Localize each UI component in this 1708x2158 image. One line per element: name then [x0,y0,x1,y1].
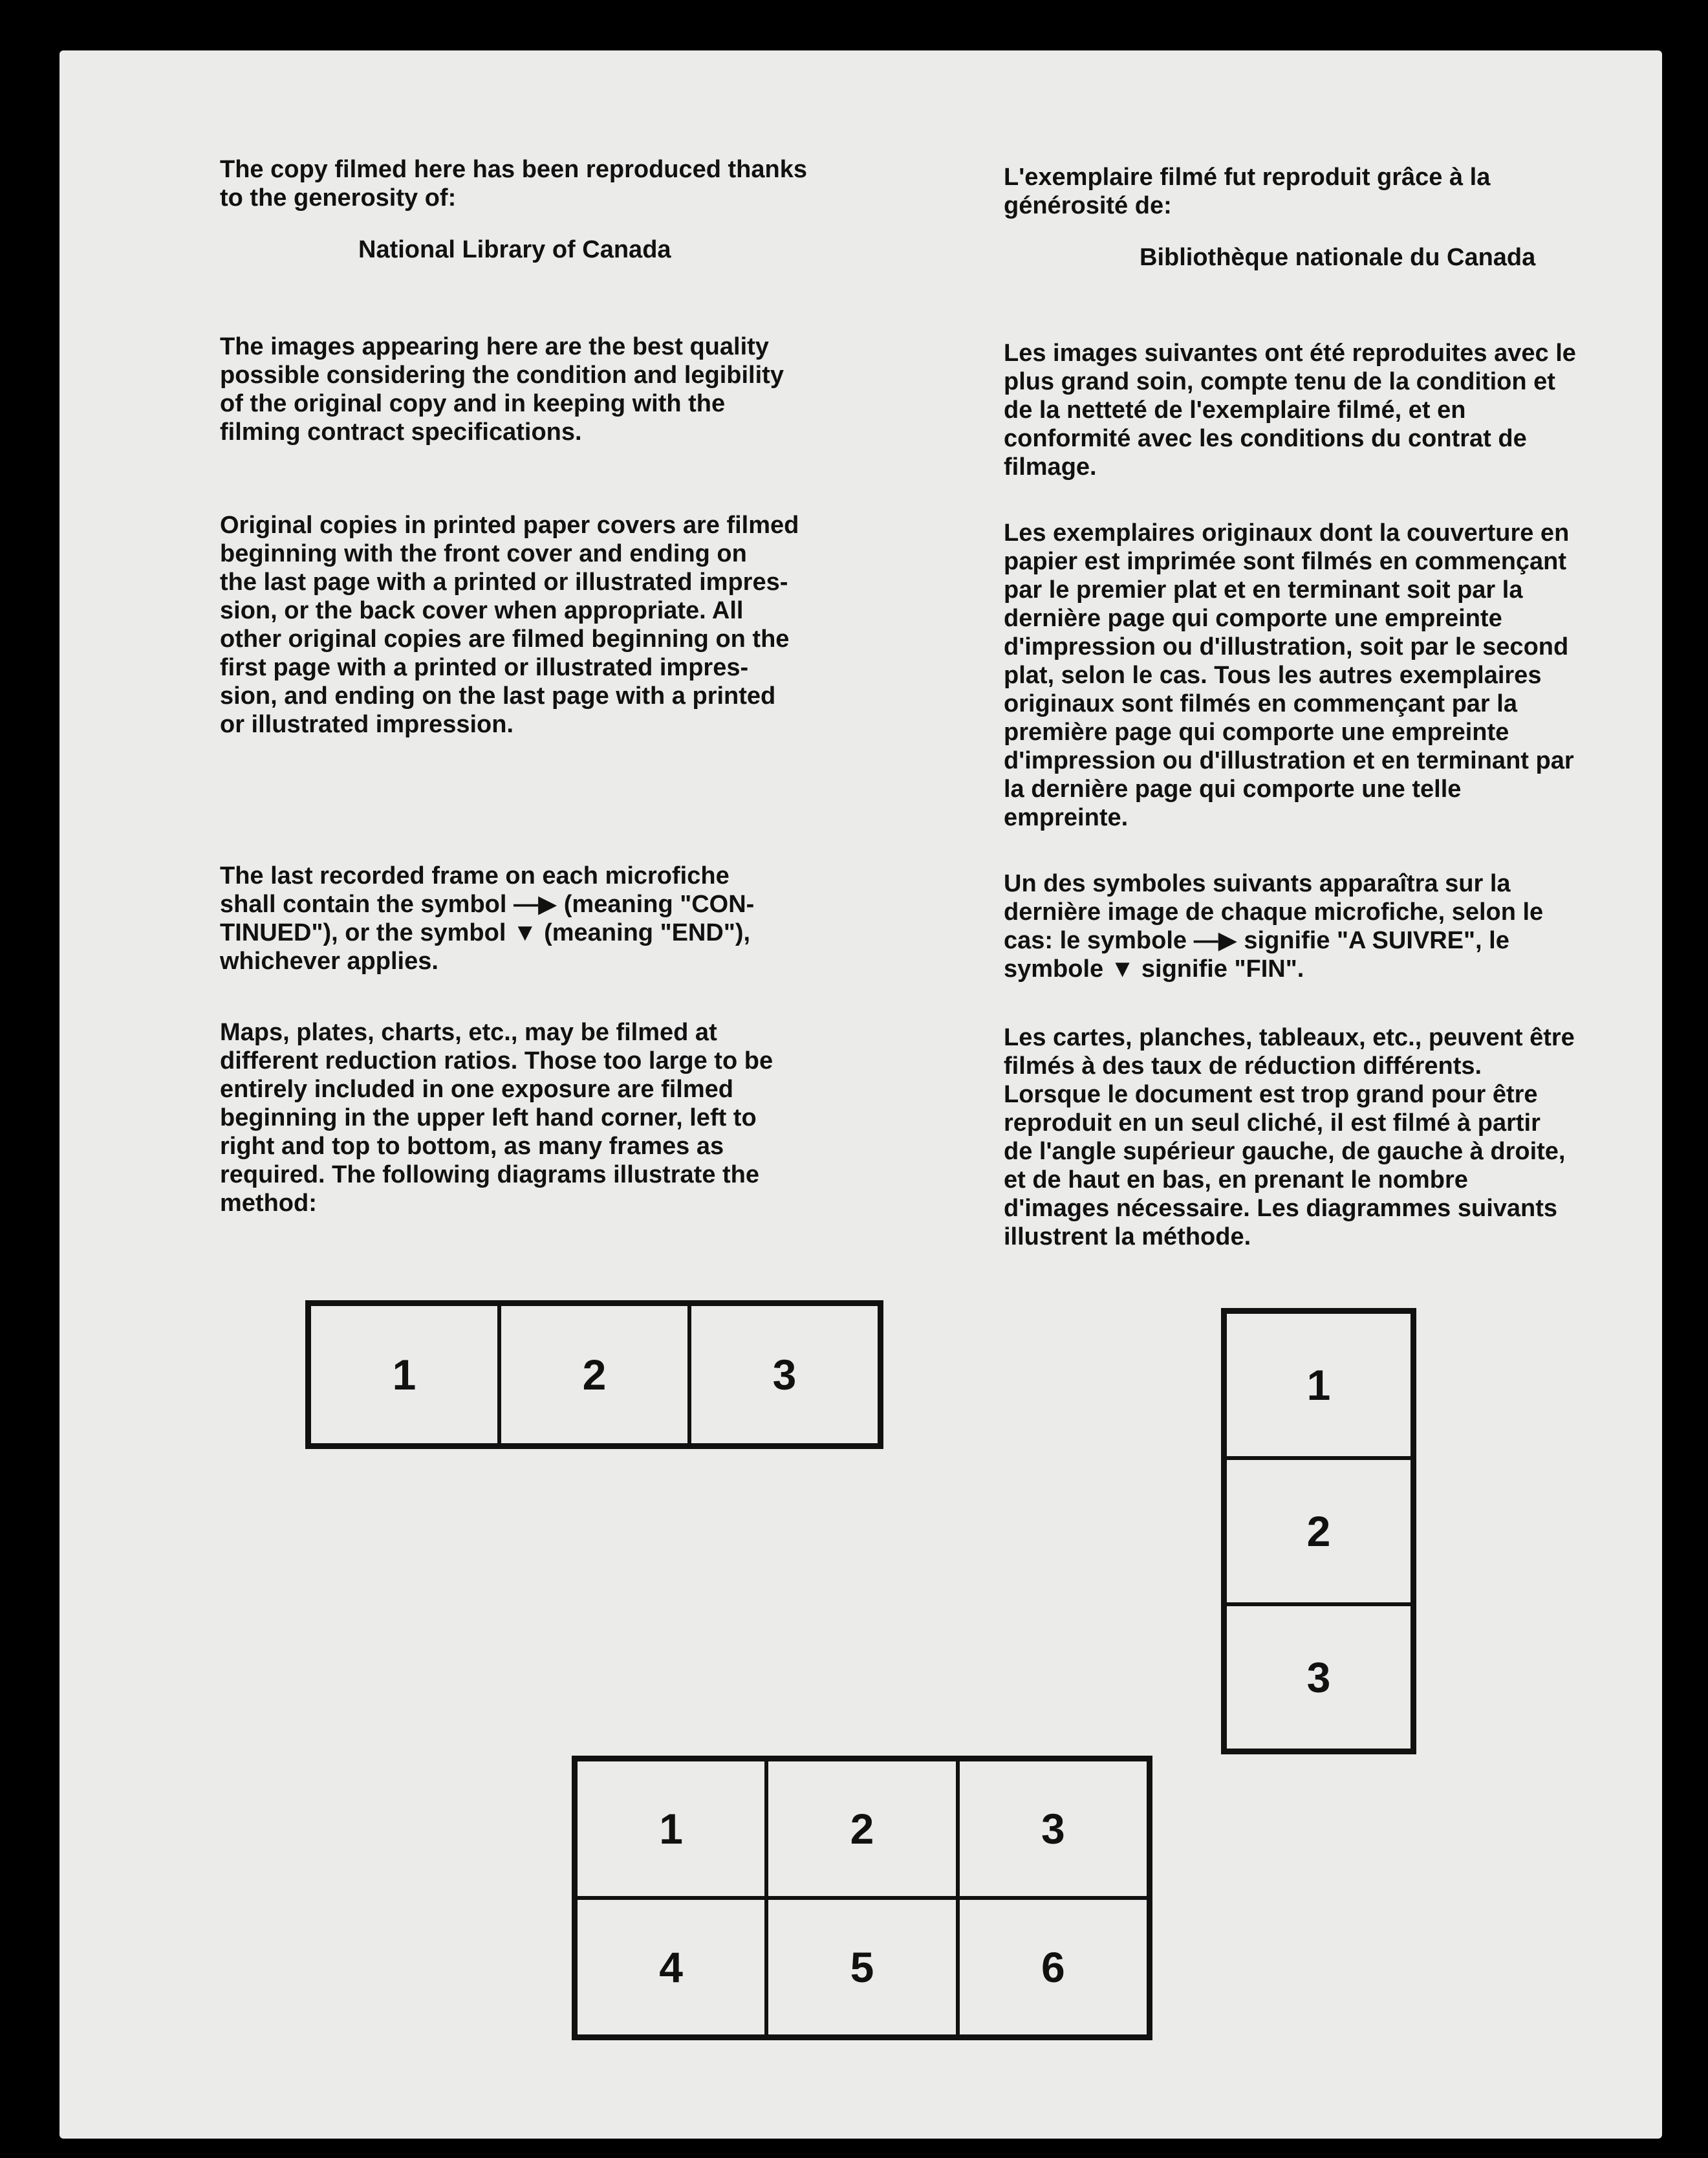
right-paragraph-maps: Les cartes, planches, tableaux, etc., peuvent être filmés à des taux de réduction différents. Lorsque le document est trop grand pour être reproduit en un seul cliché, il est filmé à partir de l'angle supérieur gauche, de gauche à droite, et de haut en bas, en prenant le nombre d'images nécessaire. Les diagrammes suivants illustrent la méthode. [1004,1024,1575,1250]
left-paragraph-maps: Maps, plates, charts, etc., may be filmed at different reduction ratios. Those too large to be entirely included in one exposure are filmed beginning in the upper left hand corner, left to right and top to bottom, as many frames as required. The following diagrams illustrate the method: [220,1019,773,1217]
frame-cell: 2 [499,1304,689,1445]
frame-cell: 6 [958,1898,1149,2036]
document-page [59,50,1662,2139]
frame-cell: 4 [576,1898,766,2036]
frame-cell: 3 [1225,1604,1412,1750]
frame-cell: 1 [1225,1312,1412,1458]
frame-cell: 2 [1225,1458,1412,1604]
left-intro: The copy filmed here has been reproduced thanks to the generosity of: [220,156,808,212]
frame-cell: 1 [309,1304,499,1445]
left-paragraph-quality: The images appearing here are the best quality possible considering the condition and legibility of the original copy and in keeping with the filming contract specifications. [220,333,784,446]
frame-cell: 2 [766,1760,957,1898]
right-paragraph-quality: Les images suivantes ont été reproduites avec le plus grand soin, compte tenu de la condition et de la netteté de l'exemplaire filmé, et en conformité avec les conditions du contrat de filmage. [1004,340,1576,481]
left-library-name: National Library of Canada [358,236,671,263]
right-intro: L'exemplaire filmé fut reproduit grâce à la générosité de: [1004,164,1491,219]
frame-cell: 3 [958,1760,1149,1898]
right-paragraph-symbols: Un des symboles suivants apparaîtra sur la dernière image de chaque microfiche, selon le cas: le symbole —▶ signifie "A SUIVRE", le symbole ▼ signifie "FIN". [1004,870,1544,983]
left-paragraph-symbols: The last recorded frame on each microfiche shall contain the symbol —▶ (meaning "CON- TINUED"), or the symbol ▼ (meaning "END"), whichever applies. [220,862,755,975]
frame-cell: 3 [689,1304,880,1445]
left-paragraph-originals: Original copies in printed paper covers are filmed beginning with the front cover and ending on the last page with a printed or illustrated impres- sion, or the back cover when appropriate. All other original copies are filmed beginning on the first page with a printed or illustrated impres- sion, and ending on the last page with a printed or illustrated impression. [220,512,799,738]
diagram-row-of-three [305,1300,883,1449]
frame-cell: 1 [576,1760,766,1898]
diagram-column-of-three [1221,1308,1416,1754]
diagram-grid-of-six [572,1756,1152,2040]
right-paragraph-originals: Les exemplaires originaux dont la couverture en papier est imprimée sont filmés en commençant par le premier plat et en terminant soit par la dernière page qui comporte une empreinte d'impression ou d'illustration, soit par le second plat, selon le cas. Tous les autres exemplaires originaux sont filmés en commençant par la première page qui comporte une empreinte d'impression ou d'illustration et en terminant par la dernière page qui comporte une telle empreinte. [1004,519,1574,831]
right-library-name: Bibliothèque nationale du Canada [1140,244,1536,271]
frame-cell: 5 [766,1898,957,2036]
